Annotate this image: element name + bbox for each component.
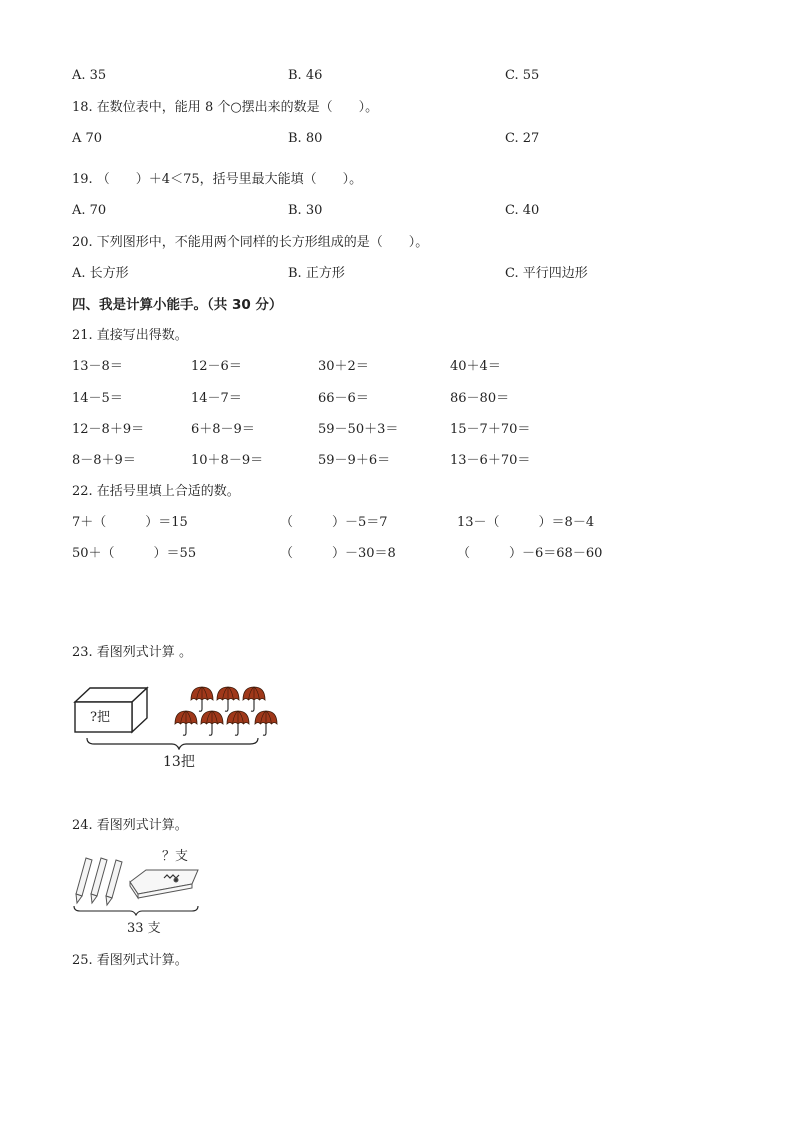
q19-option-a: A. 70 <box>72 203 107 218</box>
q24-stem: 24. 看图列式计算。 <box>72 818 188 833</box>
box-label: ?把 <box>90 710 110 725</box>
q18-option-b: B. 80 <box>288 131 323 146</box>
q22-stem: 22. 在括号里填上合适的数。 <box>72 484 240 499</box>
umbrella-icon <box>201 711 223 735</box>
umbrella-icon <box>255 711 277 735</box>
q20-stem: 20. 下列图形中，不能用两个同样的长方形组成的是（ ）。 <box>72 235 429 250</box>
q21-item: 59－50＋3＝ <box>318 422 399 437</box>
q24-question-label: ？支 <box>162 849 189 864</box>
q20-option-a: A. 长方形 <box>72 266 129 281</box>
umbrella-icon <box>217 687 239 711</box>
q24-figure <box>72 848 204 916</box>
pencil-icon <box>76 858 92 903</box>
q21-item: 12－6＝ <box>191 359 242 374</box>
q22-item: （ ）－30＝8 <box>280 546 396 561</box>
q21-item: 6＋8－9＝ <box>191 422 255 437</box>
umbrella-icon <box>243 687 265 711</box>
q19-option-c: C. 40 <box>505 203 540 218</box>
q21-item: 30＋2＝ <box>318 359 369 374</box>
q21-item: 8－8＋9＝ <box>72 453 136 468</box>
q21-item: 10＋8－9＝ <box>191 453 264 468</box>
q18-option-a: A 70 <box>72 131 103 146</box>
q17-option-b: B. 46 <box>288 68 323 83</box>
pencil-icon <box>106 860 122 905</box>
pencil-box-illustration <box>130 870 198 898</box>
q21-item: 40＋4＝ <box>450 359 501 374</box>
box-illustration <box>75 688 147 732</box>
q21-item: 86－80＝ <box>450 391 510 406</box>
q18-option-c: C. 27 <box>505 131 540 146</box>
umbrella-icon <box>227 711 249 735</box>
q21-item: 14－5＝ <box>72 391 123 406</box>
brace <box>74 906 198 915</box>
q21-item: 59－9＋6＝ <box>318 453 391 468</box>
q23-stem: 23. 看图列式计算 。 <box>72 645 192 660</box>
pencil-icon <box>91 858 107 903</box>
q21-item: 15－7＋70＝ <box>450 422 531 437</box>
q24-figure-svg <box>72 848 204 916</box>
umbrella-icon <box>175 711 197 735</box>
q24-total-label: 33 支 <box>127 921 161 936</box>
q18-stem: 18. 在数位表中，能用 8 个○摆出来的数是（ ）。 <box>72 100 379 115</box>
q21-item: 12－8＋9＝ <box>72 422 145 437</box>
q22-item: （ ）－5＝7 <box>280 515 388 530</box>
umbrella-icon <box>191 687 213 711</box>
q21-item: 66－6＝ <box>318 391 369 406</box>
q22-item: 50＋（ ）＝55 <box>72 546 197 561</box>
q20-option-c: C. 平行四边形 <box>505 266 588 281</box>
q22-item: 13－（ ）＝8－4 <box>457 515 595 530</box>
q21-item: 14－7＝ <box>191 391 242 406</box>
q25-stem: 25. 看图列式计算。 <box>72 953 188 968</box>
section-heading: 四、我是计算小能手。（共 30 分） <box>72 297 283 313</box>
q21-item: 13－8＝ <box>72 359 123 374</box>
q19-stem: 19. （ ）＋4＜75，括号里最大能填（ ）。 <box>72 172 363 187</box>
q23-total-label: 13把 <box>163 754 195 770</box>
brace <box>87 738 258 749</box>
q19-option-b: B. 30 <box>288 203 323 218</box>
q22-item: （ ）－6＝68－60 <box>457 546 603 561</box>
q20-option-b: B. 正方形 <box>288 266 345 281</box>
q21-stem: 21. 直接写出得数。 <box>72 328 188 343</box>
q21-item: 13－6＋70＝ <box>450 453 531 468</box>
q17-option-c: C. 55 <box>505 68 540 83</box>
q22-item: 7＋（ ）＝15 <box>72 515 188 530</box>
q17-option-a: A. 35 <box>72 68 107 83</box>
